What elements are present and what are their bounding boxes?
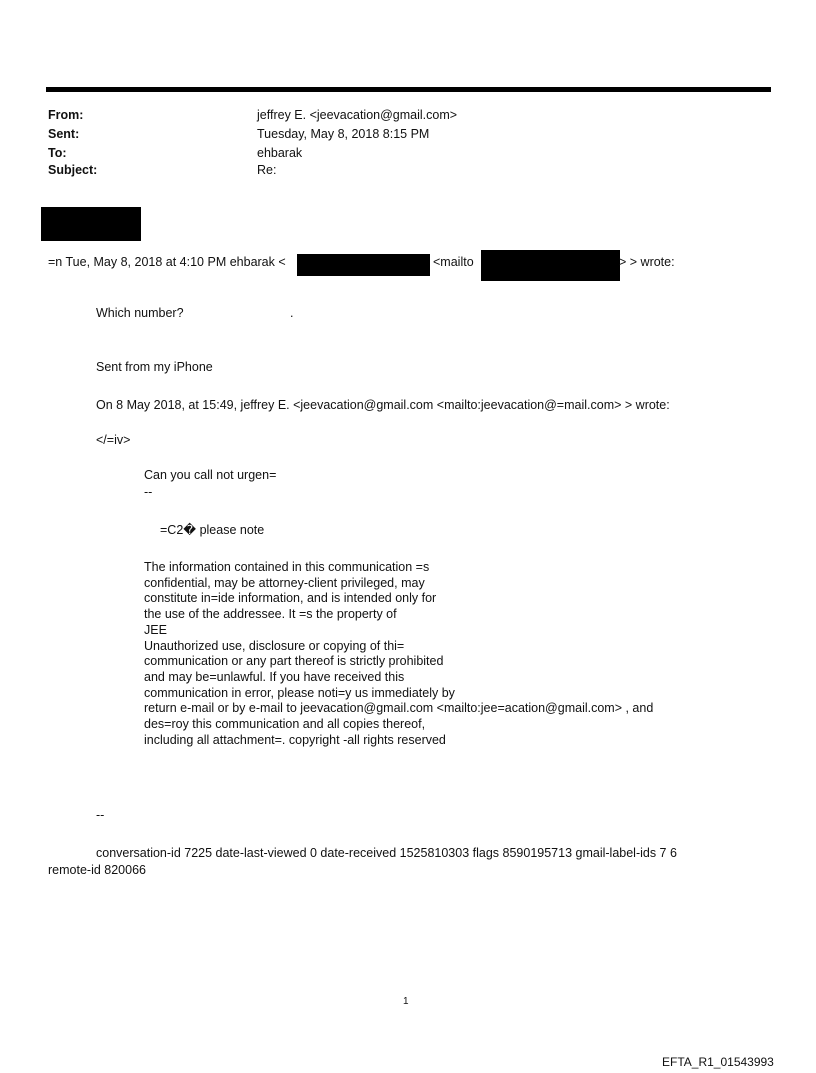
disclaimer-line: return e-mail or by e-mail to jeevacation@gmail.com <mailto:jee=acation@gmail.com> , and <box>144 701 654 716</box>
disclaimer-block <box>144 560 653 748</box>
redaction-mailto <box>481 250 620 281</box>
sent-label: Sent: <box>48 127 80 141</box>
sent-value: Tuesday, May 8, 2018 8:15 PM <box>257 127 430 141</box>
metadata-line-2: remote-id 820066 <box>48 863 146 877</box>
dot: . <box>290 306 294 320</box>
quote-line-prefix: =n Tue, May 8, 2018 at 4:10 PM ehbarak < <box>48 255 286 269</box>
from-value: jeffrey E. <jeevacation@gmail.com> <box>257 108 458 122</box>
disclaimer-line: the use of the addressee. It =s the property of <box>144 607 397 622</box>
disclaimer-line: confidential, may be attorney-client privileged, may <box>144 575 425 590</box>
metadata-line: conversation-id 7225 date-last-viewed 0 date-received 1525810303 flags 8590195713 gmail-label-ids 7 6 <box>96 846 677 860</box>
signature-dashes: -- <box>144 485 153 499</box>
call-request: Can you call not urgen= <box>144 468 277 482</box>
trailer-dashes: -- <box>96 808 105 822</box>
to-label: To: <box>48 146 67 160</box>
header-rule <box>46 87 771 92</box>
disclaimer-line: including all attachment=. copyright -all rights reserved <box>144 732 446 747</box>
redaction-email <box>297 254 430 276</box>
disclaimer-line: constitute in=ide information, and is intended only for <box>144 591 437 606</box>
disclaimer-line: communication in error, please noti=y us immediately by <box>144 685 455 700</box>
sent-from-iphone: Sent from my iPhone <box>96 360 213 374</box>
please-note: =C2� please note <box>160 523 265 537</box>
disclaimer-line: communication or any part thereof is strictly prohibited <box>144 654 444 669</box>
disclaimer-line: The information contained in this communication =s <box>144 560 430 574</box>
to-value: ehbarak <box>257 146 303 160</box>
on-date-wrote: On 8 May 2018, at 15:49, jeffrey E. <jeevacation@gmail.com <mailto:jeevacation@=mail.com> > wrote: <box>96 398 670 412</box>
subject-value: Re: <box>257 163 277 177</box>
bates-number: EFTA_R1_01543993 <box>662 1055 774 1069</box>
quote-line-suffix: > > wrote: <box>619 255 675 269</box>
subject-label: Subject: <box>48 163 98 177</box>
div-close: </=iv> <box>96 433 131 447</box>
from-label: From: <box>48 108 84 122</box>
redaction-block <box>41 207 141 241</box>
disclaimer-line: des=roy this communication and all copies thereof, <box>144 717 426 732</box>
quote-line-mailto: <mailto <box>433 255 474 269</box>
page-number: 1 <box>403 996 409 1007</box>
which-number: Which number? <box>96 306 184 320</box>
disclaimer-line: Unauthorized use, disclosure or copying of thi= <box>144 638 405 653</box>
disclaimer-line: and may be=unlawful. If you have received this <box>144 669 405 684</box>
disclaimer-line: JEE <box>144 622 167 637</box>
